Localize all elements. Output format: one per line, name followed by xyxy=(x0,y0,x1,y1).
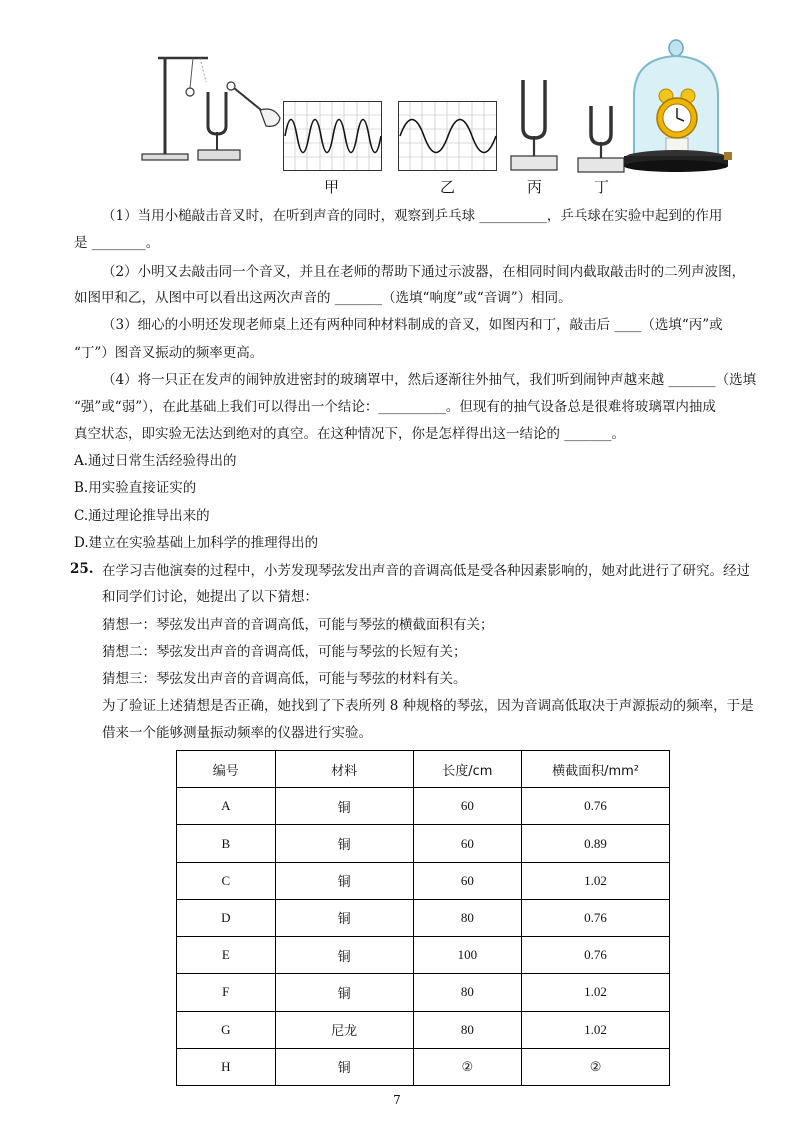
bell-jar-alarm-clock xyxy=(620,38,732,174)
cell-length: 80 xyxy=(413,1011,521,1048)
table-row xyxy=(177,825,670,862)
cell-area: 0.76 xyxy=(522,788,670,825)
q25-line4: 借来一个能够测量振动频率的仪器进行实验。 xyxy=(102,725,372,741)
q25-line3: 为了验证上述猜想是否正确，她找到了下表所列 8 种规格的琴弦，因为音调高低取决于声源振动的频率，于是 xyxy=(102,698,754,714)
header-area: 横截面积/mm² xyxy=(522,751,670,788)
cell-id: C xyxy=(177,862,276,899)
page-number: 7 xyxy=(393,1093,401,1107)
cell-material: 铜 xyxy=(275,974,413,1011)
cell-id: F xyxy=(177,974,276,1011)
cell-material: 铜 xyxy=(275,825,413,862)
q24-part3-line2: “丁”）图音叉振动的频率更高。 xyxy=(74,345,264,361)
q24-part4-line2: “强”或“弱”），在此基础上我们可以得出一个结论：__________。但现有的抽气设备总是很难将玻璃罩内抽成 xyxy=(74,399,716,415)
cell-id: A xyxy=(177,788,276,825)
q24-part1-line1: （1）当用小槌敲击音叉时，在听到声音的同时，观察到乒乓球 __________，乒乓球在实验中起到的作用 xyxy=(102,208,723,224)
q25-guess3: 猜想三：琴弦发出声音的音调高低，可能与琴弦的材料有关。 xyxy=(102,671,467,687)
caption-bing: 丙 xyxy=(527,178,543,196)
cell-area: 0.76 xyxy=(522,899,670,936)
q24-part1-line2: 是 ________。 xyxy=(74,235,160,251)
q24-part2-line1: （2）小明又去敲击同一个音叉，并且在老师的帮助下通过示波器，在相同时间内截取敲击时的二列声波图， xyxy=(102,264,746,280)
cell-id: G xyxy=(177,1011,276,1048)
q24-option-b: B.用实验直接证实的 xyxy=(74,480,197,496)
caption-jia: 甲 xyxy=(324,178,340,196)
q25-number: 25. xyxy=(70,561,94,577)
tuning-fork-bing xyxy=(508,76,560,174)
cell-area: ② xyxy=(522,1048,670,1085)
cell-material: 铜 xyxy=(275,862,413,899)
cell-length: 80 xyxy=(413,899,521,936)
cell-material: 铜 xyxy=(275,788,413,825)
cell-material: 尼龙 xyxy=(275,1011,413,1048)
cell-area: 0.89 xyxy=(522,825,670,862)
cell-material: 铜 xyxy=(275,899,413,936)
table-header-row xyxy=(177,751,670,788)
cell-length: 80 xyxy=(413,974,521,1011)
caption-ding: 丁 xyxy=(594,178,610,196)
cell-area: 0.76 xyxy=(522,937,670,974)
table-row xyxy=(177,1048,670,1085)
cell-length: 100 xyxy=(413,937,521,974)
header-material: 材料 xyxy=(275,751,413,788)
header-id: 编号 xyxy=(177,751,276,788)
q25-line2: 和同学们讨论，她提出了以下猜想： xyxy=(102,589,318,605)
cell-material: 铜 xyxy=(275,1048,413,1085)
q24-option-c: C.通过理论推导出来的 xyxy=(74,508,210,524)
cell-length: 60 xyxy=(413,825,521,862)
table-row xyxy=(177,788,670,825)
cell-area: 1.02 xyxy=(522,1011,670,1048)
q24-option-a: A.通过日常生活经验得出的 xyxy=(74,453,237,469)
waveform-jia xyxy=(283,101,382,171)
cell-id: B xyxy=(177,825,276,862)
tuning-fork-stand-figure xyxy=(138,46,286,168)
cell-length: 60 xyxy=(413,862,521,899)
caption-yi: 乙 xyxy=(440,178,456,196)
cell-length: 60 xyxy=(413,788,521,825)
q24-part3-line1: （3）细心的小明还发现老师桌上还有两种同种材料制成的音叉，如图丙和丁，敲击后 ____（选填“丙”或 xyxy=(102,317,723,333)
cell-length: ② xyxy=(413,1048,521,1085)
table-row xyxy=(177,974,670,1011)
q25-guess1: 猜想一：琴弦发出声音的音调高低，可能与琴弦的横截面积有关； xyxy=(102,617,494,633)
cell-id: H xyxy=(177,1048,276,1085)
table-row xyxy=(177,899,670,936)
table-row xyxy=(177,862,670,899)
string-spec-table xyxy=(176,750,670,1086)
q25-line1: 在学习吉他演奏的过程中，小芳发现琴弦发出声音的音调高低是受各种因素影响的，她对此进行了研究。经过 xyxy=(102,563,750,579)
q24-option-d: D.建立在实验基础上加科学的推理得出的 xyxy=(74,535,319,551)
table-row xyxy=(177,1011,670,1048)
q24-part4-line3: 真空状态，即实验无法达到绝对的真空。在这种情况下，你是怎样得出这一结论的 _______。 xyxy=(74,426,626,442)
header-length: 长度/cm xyxy=(413,751,521,788)
cell-id: D xyxy=(177,899,276,936)
q24-part4-line1: （4）将一只正在发声的闹钟放进密封的玻璃罩中，然后逐渐往外抽气，我们听到闹钟声越来越 _______（选填 xyxy=(102,372,757,388)
waveform-yi xyxy=(398,101,497,171)
cell-area: 1.02 xyxy=(522,974,670,1011)
cell-material: 铜 xyxy=(275,937,413,974)
cell-area: 1.02 xyxy=(522,862,670,899)
q25-guess2: 猜想二：琴弦发出声音的音调高低，可能与琴弦的长短有关； xyxy=(102,644,467,660)
q24-part2-line2: 如图甲和乙，从图中可以看出这两次声音的 _______（选填“响度”或“音调”）相同。 xyxy=(74,290,572,306)
table-row xyxy=(177,937,670,974)
cell-id: E xyxy=(177,937,276,974)
